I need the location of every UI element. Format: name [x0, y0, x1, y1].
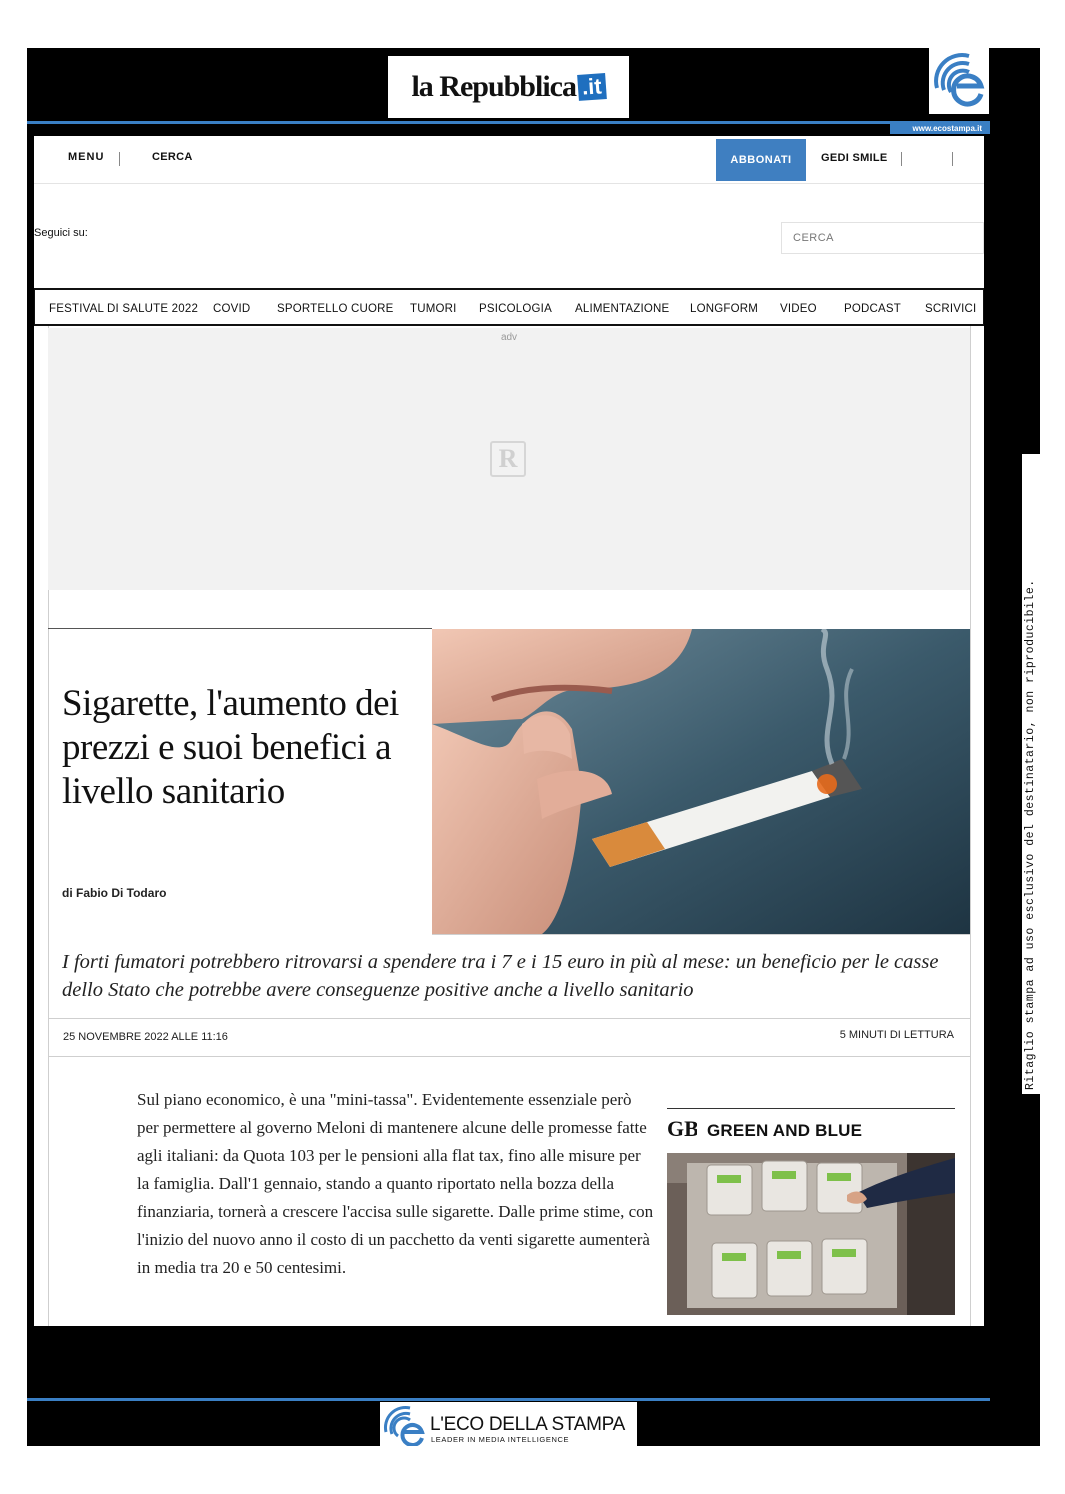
separator	[119, 152, 120, 166]
repubblica-r-icon: R	[490, 441, 526, 477]
nav-item-scrivici[interactable]: SCRIVICI	[925, 303, 977, 315]
copyright-note	[1022, 454, 1040, 1094]
logo-suffix: .it	[577, 73, 606, 101]
separator	[901, 152, 902, 166]
nav-item-video[interactable]: VIDEO	[780, 303, 817, 315]
top-blue-rule	[27, 121, 990, 124]
hero-image	[432, 629, 970, 934]
hero-bottom-rule	[432, 934, 970, 935]
nav-item-alimentazione[interactable]: ALIMENTAZIONE	[575, 303, 670, 315]
article-page	[34, 136, 984, 1326]
gb-logo-mark	[667, 1115, 697, 1147]
svg-text:GB: GB	[667, 1116, 697, 1141]
meta-top-rule	[48, 1018, 970, 1019]
ecostampa-icon	[929, 48, 989, 114]
headline-top-rule	[48, 628, 432, 629]
search-placeholder: CERCA	[793, 232, 835, 244]
nav-item-longform[interactable]: LONGFORM	[690, 303, 759, 315]
footer-brand: L'ECO DELLA STAMPA	[430, 1414, 625, 1435]
subscribe-button[interactable]: ABBONATI	[716, 139, 806, 181]
ecostampa-url[interactable]: www.ecostampa.it	[890, 123, 990, 134]
green-and-blue-box[interactable]	[667, 1108, 955, 1315]
box-header	[667, 1109, 955, 1153]
nav-item-sportello-cuore[interactable]: SPORTELLO CUORE	[277, 303, 394, 315]
nav-item-festival[interactable]: FESTIVAL DI SALUTE 2022	[49, 303, 199, 315]
article-body: Sul piano economico, è una "mini-tassa". Evidentemente essenziale però per permettere al governo Meloni di mantenere alcune delle promesse fatte agli italiani: da Quota 103 per le pensioni alla flat tax, fino alle misure per la famiglia. Dall'1 gennaio, stando a quanto riportato nella bozza della finanziaria, tornerà a crescere l'accisa sulle sigarette. Dalle prime stime, con l'inizio del nuovo anno il costo di un pacchetto da venti sigarette aumenterà in media tra 20 e 50 centesimi.	[137, 1090, 654, 1277]
top-bar	[34, 136, 984, 184]
copyright-text: Ritaglio stampa ad uso esclusivo del destinatario, non riproducibile.	[1024, 579, 1037, 1090]
nav-item-tumori[interactable]: TUMORI	[410, 303, 457, 315]
gedi-smile-link[interactable]: GEDI SMILE	[821, 152, 888, 164]
search-button[interactable]: CERCA	[152, 151, 193, 163]
section-nav	[34, 288, 984, 326]
article-date: 25 NOVEMBRE 2022 ALLE 11:16	[63, 1031, 228, 1043]
ad-slot[interactable]	[48, 328, 970, 590]
article-summary: I forti fumatori potrebbero ritrovarsi a spendere tra i 7 e i 15 euro in più al mese: un beneficio per le casse dello Stato che potrebbe avere conseguenze positive anche a livello sanitario	[62, 951, 939, 1001]
footer-tagline: LEADER IN MEDIA INTELLIGENCE	[431, 1435, 570, 1444]
menu-button[interactable]: MENU	[68, 151, 105, 163]
adv-label: adv	[500, 332, 518, 343]
box-title[interactable]: GREEN AND BLUE	[707, 1121, 863, 1140]
repubblica-logo[interactable]	[388, 56, 629, 118]
nav-item-podcast[interactable]: PODCAST	[844, 303, 901, 315]
gb-logo-icon	[667, 1115, 697, 1147]
content-border-right	[970, 326, 971, 1326]
nav-item-psicologia[interactable]: PSICOLOGIA	[479, 303, 552, 315]
logo-text: la Repubblica	[411, 70, 576, 103]
nav-item-covid[interactable]: COVID	[213, 303, 251, 315]
separator	[952, 152, 953, 166]
article-byline[interactable]: di Fabio Di Todaro	[62, 886, 167, 900]
bottom-blue-rule	[27, 1398, 990, 1401]
follow-label: Seguici su:	[34, 227, 88, 239]
eco-stampa-icon	[382, 1402, 430, 1446]
read-time: 5 MINUTI DI LETTURA	[839, 1029, 954, 1041]
meta-bottom-rule	[48, 1056, 970, 1057]
eco-della-stampa-logo[interactable]	[380, 1402, 637, 1446]
article-headline: Sigarette, l'aumento dei prezzi e suoi benefici a livello sanitario	[62, 683, 399, 812]
meters-image[interactable]	[667, 1153, 955, 1315]
search-input[interactable]	[781, 222, 984, 254]
